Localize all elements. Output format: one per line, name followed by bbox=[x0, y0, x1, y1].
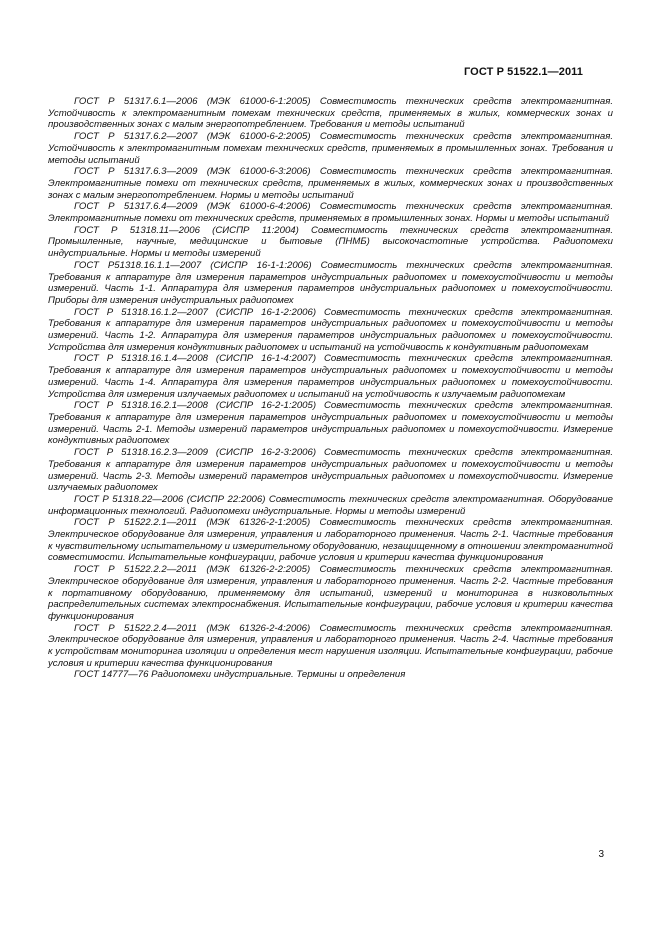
reference-item: ГОСТ Р 51317.6.1—2006 (МЭК 61000-6-1:2005) Совместимость технических средств электромагнитная. Устойчивость к электромагнитным помехам технических средств, применяемых в жилых, коммерческих зонах и производственных зонах с малым энергопотреблением. Требования и методы испытаний bbox=[48, 96, 613, 131]
reference-item: ГОСТ Р 51318.22—2006 (СИСПР 22:2006) Совместимость технических средств электромагнитная. Оборудование информационных технологий. Радиопомехи индустриальные. Нормы и методы измерений bbox=[48, 493, 613, 517]
reference-item: ГОСТ Р 51318.16.1.4—2008 (СИСПР 16-1-4:2007) Совместимость технических средств электромагнитная. Требования к аппаратуре для измерения параметров индустриальных радиопомех и помехоустойчивости и методы измерений. Часть 1-4. Аппаратура для измерения параметров индустриальных радиопомех и помехоустойчивости. Устройства для измерения излучаемых радиопомех и испытаний на устойчивость к излучаемым радиопомехам bbox=[48, 353, 613, 400]
standard-code: ГОСТ Р 51522.1—2011 bbox=[463, 66, 583, 78]
reference-item: ГОСТ Р 51318.16.2.3—2009 (СИСПР 16-2-3:2006) Совместимость технических средств электромагнитная. Требования к аппаратуре для измерения параметров индустриальных радиопомех и помехоустойчивости и методы измерений. Часть 2-3. Методы измерений параметров индустриальных радиопомех и помехоустойчивости. Измерение излучаемых радиопомех bbox=[48, 447, 613, 494]
reference-item: ГОСТ Р51318.16.1.1—2007 (СИСПР 16-1-1:2006) Совместимость технических средств электромагнитная. Требования к аппаратуре для измерения параметров индустриальных радиопомех и помехоустойчивости и методы измерений. Часть 1-1. Аппаратура для измерения параметров индустриальных радиопомех и помехоустойчивости. Приборы для измерения индустриальных радиопомех bbox=[48, 259, 613, 306]
reference-item: ГОСТ Р 51522.2.2—2011 (МЭК 61326-2-2:2005) Совместимость технических средств электромагнитная. Электрическое оборудование для измерения, управления и лабораторного применения. Часть 2-2. Частные требования к портативному оборудованию, применяемому для испытаний, измерений и мониторинга в низковольтных распределительных системах электроснабжения. Испытательные конфигурации, рабочие условия и критерии качества функционирования bbox=[48, 564, 613, 622]
reference-item: ГОСТ Р 51318.16.2.1—2008 (СИСПР 16-2-1:2005) Совместимость технических средств электромагнитная. Требования к аппаратуре для измерения параметров индустриальных радиопомех и помехоустойчивости и методы измерений. Часть 2-1. Методы измерений параметров индустриальных радиопомех и помехоустойчивости. Измерение кондуктивных радиопомех bbox=[48, 400, 613, 447]
reference-item: ГОСТ Р 51318.11—2006 (СИСПР 11:2004) Совместимость технических средств электромагнитная. Промышленные, научные, медицинские и бытовые (ПНМБ) высокочастотные устройства. Радиопомехи индустриальные. Нормы и методы измерений bbox=[48, 224, 613, 260]
reference-item: ГОСТ Р 51522.2.4—2011 (МЭК 61326-2-4:2006) Совместимость технических средств электромагнитная. Электрическое оборудование для измерения, управления и лабораторного применения. Часть 2-4. Частные требования к устройствам мониторинга изоляции и определения мест нарушения изоляции. Испытательные конфигурации, рабочие условия и критерии качества функционирования bbox=[48, 622, 613, 669]
normative-references-list bbox=[48, 96, 613, 681]
reference-item: ГОСТ Р 51318.16.1.2—2007 (СИСПР 16-1-2:2006) Совместимость технических средств электромагнитная. Требования к аппаратуре для измерения параметров индустриальных радиопомех и помехоустойчивости и методы измерений. Часть 1-2. Аппаратура для измерения параметров индустриальных радиопомех и помехоустойчивости. Устройства для измерения кондуктивных радиопомех и испытаний на устойчивость к кондуктивным радиопомехам bbox=[48, 306, 613, 353]
reference-item: ГОСТ Р 51317.6.2—2007 (МЭК 61000-6-2:2005) Совместимость технических средств электромагнитная. Устойчивость к электромагнитным помехам технических средств, применяемых в промышленных зонах. Требования и методы испытаний bbox=[48, 131, 613, 166]
reference-item: ГОСТ Р 51522.2.1—2011 (МЭК 61326-2-1:2005) Совместимость технических средств электромагнитная. Электрическое оборудование для измерения, управления и лабораторного применения. Часть 2-1. Частные требования к чувствительному испытательному и измерительному оборудованию, незащищенному в отношении электромагнитной совместимости. Испытательные конфигурации, рабочие условия и критерии качества функционирования bbox=[48, 517, 613, 564]
reference-item: ГОСТ Р 51317.6.3—2009 (МЭК 61000-6-3:2006) Совместимость технических средств электромагнитная. Электромагнитные помехи от технических средств, применяемых в жилых, коммерческих зонах и производственных зонах с малым энергопотреблением. Нормы и методы испытаний bbox=[48, 166, 613, 201]
reference-item: ГОСТ 14777—76 Радиопомехи индустриальные. Термины и определения bbox=[74, 669, 406, 681]
reference-item: ГОСТ Р 51317.6.4—2009 (МЭК 61000-6-4:2006) Совместимость технических средств электромагнитная. Электромагнитные помехи от технических средств, применяемых в промышленных зонах. Нормы и методы испытаний bbox=[48, 201, 613, 225]
page-number: 3 bbox=[598, 849, 604, 860]
document-header bbox=[464, 66, 583, 78]
